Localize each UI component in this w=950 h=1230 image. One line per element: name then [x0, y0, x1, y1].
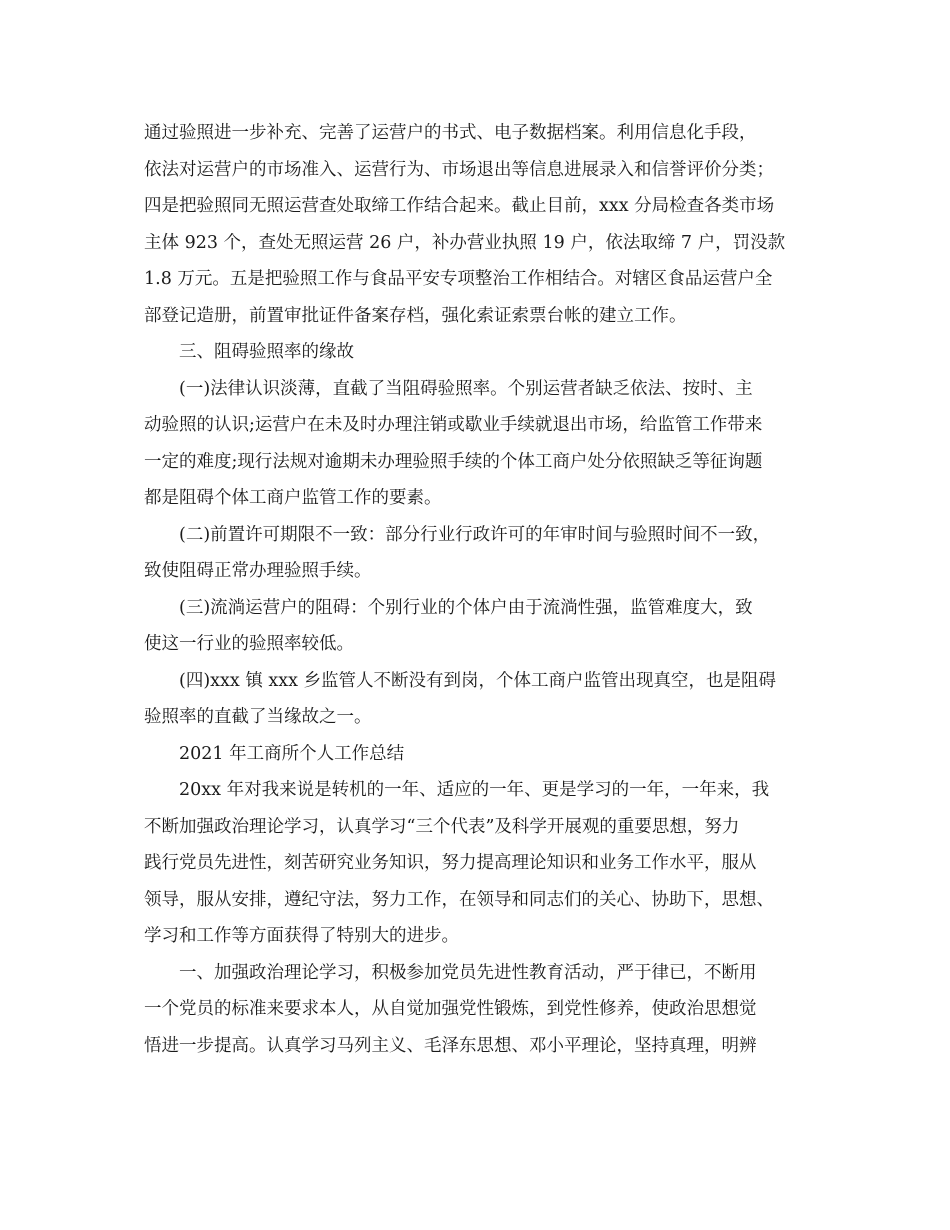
text-line: 不断加强政治理论学习，认真学习“三个代表”及科学开展观的重要思想，努力	[144, 816, 740, 837]
document-title: 2021 年工商所个人工作总结	[179, 743, 405, 764]
text-line: 20xx 年对我来说是转机的一年、适应的一年、更是学习的一年，一年来，我	[179, 780, 770, 800]
text-line: 使这一行业的验照率较低。	[144, 634, 354, 654]
text-line: 领导，服从安排，遵纪守法，努力工作，在领导和同志们的关心、协助下，思想、	[144, 889, 774, 910]
text-line: 悟进一步提高。认真学习马列主义、毛泽东思想、邓小平理论，坚持真理，明辨	[144, 1035, 757, 1056]
text-line: 验照率的直截了当缘故之一。	[144, 707, 372, 727]
text-line: 致使阻碍正常办理验照手续。	[144, 561, 372, 581]
text-line: 践行党员先进性，刻苦研究业务知识，努力提高理论知识和业务工作水平，服从	[144, 853, 757, 873]
text-line: 一个党员的标准来要求本人，从自觉加强党性锻炼，到党性修养，使政治思想觉	[144, 999, 757, 1019]
text-line: 都是阻碍个体工商户监管工作的要素。	[144, 488, 442, 508]
text-line: (二)前置许可期限不一致：部分行业行政许可的年审时间与验照时间不一致，	[179, 524, 771, 545]
text-line: 部登记造册，前置审批证件备案存档，强化索证索票台帐的建立工作。	[144, 305, 687, 326]
text-line: 1.8 万元。五是把验照工作与食品平安专项整治工作相结合。对辖区食品运营户全	[144, 269, 773, 289]
text-line: 通过验照进一步补充、完善了运营户的书式、电子数据档案。利用信息化手段，	[144, 123, 757, 143]
text-line: 四是把验照同无照运营查处取缔工作结合起来。截止目前，xxx 分局检查各类市场	[144, 196, 775, 216]
text-line: (三)流淌运营户的阻碍：个别行业的个体户由于流淌性强，监管难度大，致	[179, 597, 753, 618]
section-heading: 三、阻碍验照率的缘故	[179, 342, 354, 362]
section-heading: 一、加强政治理论学习，积极参加党员先进性教育活动，严于律已，不断用	[179, 962, 757, 983]
text-line: 一定的难度;现行法规对逾期未办理验照手续的个体工商户处分依照缺乏等征询题	[144, 451, 763, 472]
text-line: 依法对运营户的市场准入、运营行为、市场退出等信息进展录入和信誉评价分类；	[144, 159, 774, 180]
text-line: 动验照的认识;运营户在未及时办理注销或歇业手续就退出市场，给监管工作带来	[144, 415, 763, 435]
text-line: (四)xxx 镇 xxx 乡监管人不断没有到岗，个体工商户监管出现真空，也是阻碍	[179, 670, 777, 691]
text-line: 学习和工作等方面获得了特别大的进步。	[144, 926, 459, 946]
text-line: (一)法律认识淡薄，直截了当阻碍验照率。个别运营者缺乏依法、按时、主	[179, 378, 753, 399]
text-line: 主体 923 个，查处无照运营 26 户，补办营业执照 19 户，依法取缔 7 户，罚没款	[144, 232, 786, 253]
